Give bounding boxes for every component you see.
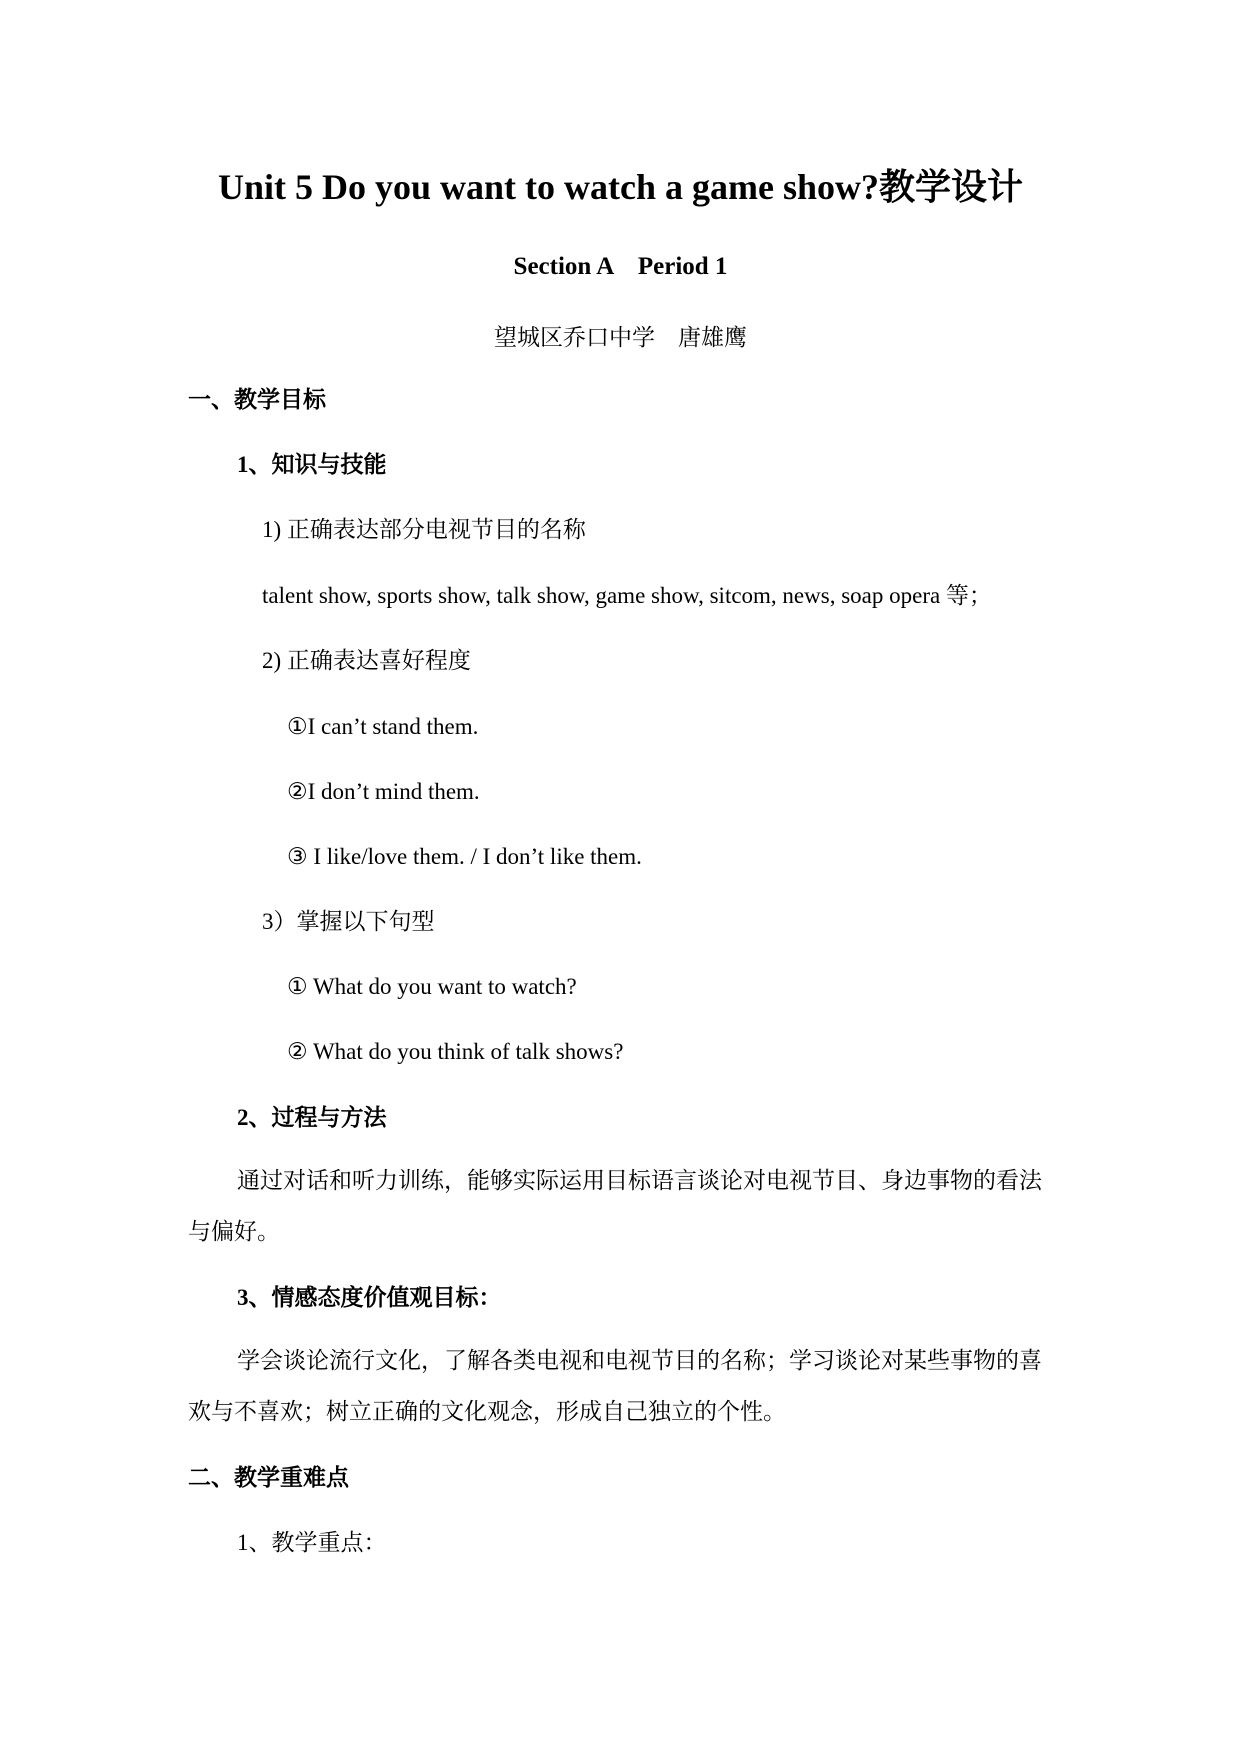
subsection-heading-key-focus: 1、教学重点： <box>237 1530 387 1555</box>
preference-line: ①I can’t stand them. <box>287 714 479 739</box>
sentence-pattern-line: ① What do you want to watch? <box>287 974 577 999</box>
subsection-heading-values: 3、情感态度价值观目标： <box>237 1285 502 1310</box>
item-label-preferences: 2) 正确表达喜好程度 <box>262 648 471 673</box>
section-heading-objectives: 一、教学目标 <box>188 387 326 412</box>
section-heading-key-points: 二、教学重难点 <box>188 1465 349 1490</box>
subsection-heading-process: 2、过程与方法 <box>237 1105 387 1130</box>
process-paragraph: 通过对话和听力训练，能够实际运用目标语言谈论对电视节目、身边事物的看法与偏好。 <box>188 1168 1042 1244</box>
document-title: Unit 5 Do you want to watch a game show?教学设计 <box>217 167 1023 207</box>
preference-line: ②I don’t mind them. <box>287 779 480 804</box>
values-paragraph: 学会谈论流行文化，了解各类电视和电视节目的名称；学习谈论对某些事物的喜欢与不喜欢；树立正确的文化观念，形成自己独立的个性。 <box>188 1348 1042 1424</box>
sentence-pattern-line: ② What do you think of talk shows? <box>287 1039 624 1064</box>
preference-line: ③ I like/love them. / I don’t like them. <box>287 844 642 869</box>
document-subtitle: Section A Period 1 <box>513 253 728 280</box>
item-text-tv-names: talent show, sports show, talk show, game show, sitcom, news, soap opera 等； <box>262 583 992 608</box>
item-label-tv-names: 1) 正确表达部分电视节目的名称 <box>262 517 586 542</box>
subsection-heading-knowledge: 1、知识与技能 <box>237 452 387 477</box>
item-label-sentence-patterns: 3）掌握以下句型 <box>262 909 435 934</box>
author-line: 望城区乔口中学 唐雄鹰 <box>494 325 747 350</box>
